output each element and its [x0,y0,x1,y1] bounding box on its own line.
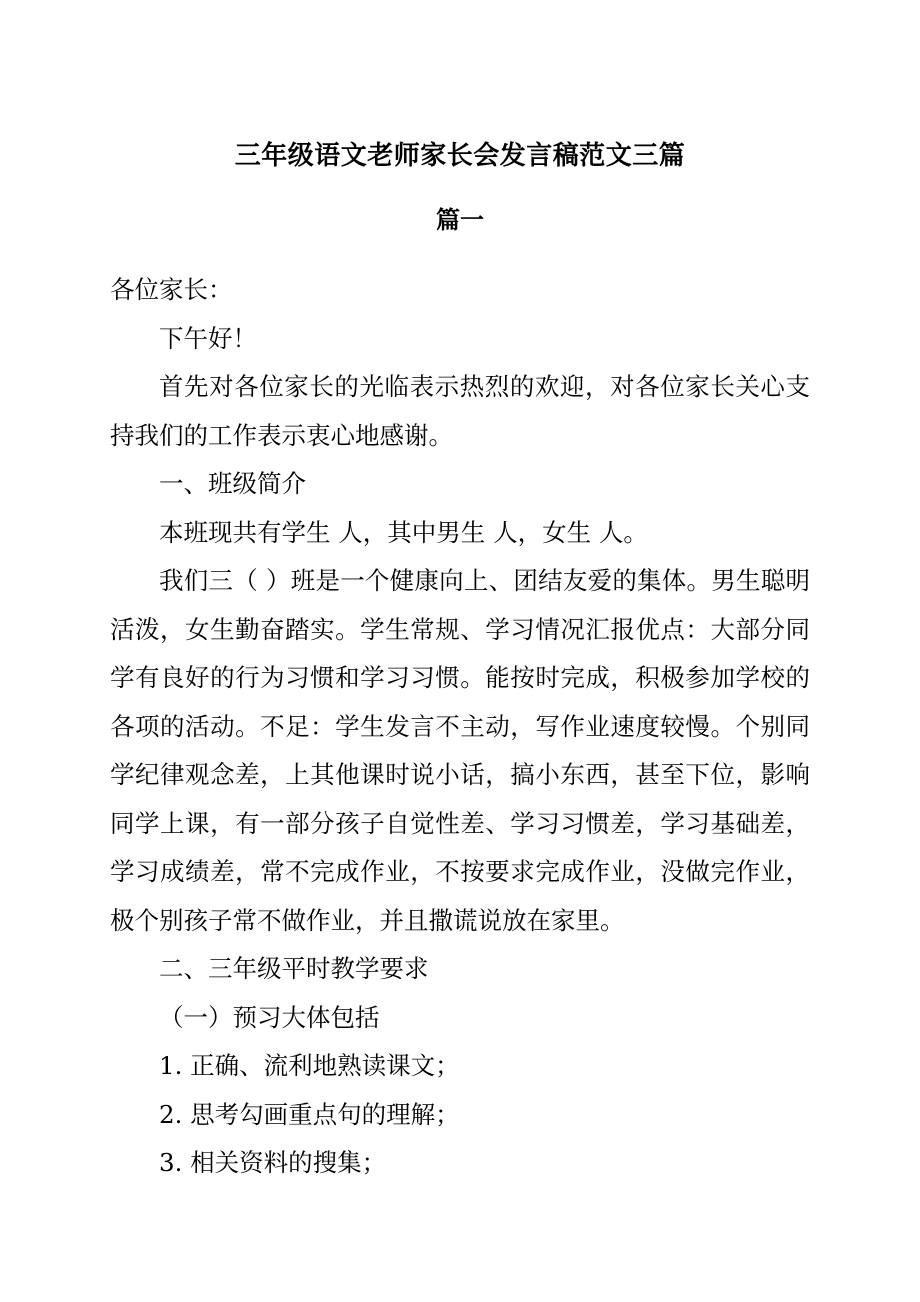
paragraph-class-count: 本班现共有学生 人，其中男生 人，女生 人。 [159,517,648,547]
list-item: 2. 思考勾画重点句的理解； [159,1099,460,1129]
document-body [110,266,810,1188]
heading-class-intro: 一、班级简介 [159,469,306,498]
salutation: 各位家长： [110,275,233,304]
list-item: 1. 正确、流利地熟读课文； [159,1051,460,1080]
greeting: 下午好！ [159,323,257,353]
paragraph-class-description: 我们三（ ）班是一个健康向上、团结友爱的集体。男生聪明活泼，女生勤奋踏实。学生常规、学习情况汇报优点：大部分同学有良好的行为习惯和学习习惯。能按时完成，积极参加学校的各项的活动。不足：学生发言不主动，写作业速度较慢。个别同学纪律观念差，上其他课时说小话，搞小东西，甚至下位，影响同学上课，有一部分孩子自觉性差、学习习惯差，学习基础差，学习成绩差，常不完成作业，不按要求完成作业，没做完作业，极个别孩子常不做作业，并且撒谎说放在家里。 [110,566,810,935]
heading-teaching-requirements: 二、三年级平时教学要求 [159,954,429,983]
section-heading: 篇一 [436,206,484,234]
document-title: 三年级语文老师家长会发言稿范文三篇 [234,141,686,171]
list-item: 3. 相关资料的搜集； [159,1148,387,1177]
paragraph-welcome: 首先对各位家长的光临表示热烈的欢迎，对各位家长关心支持我们的工作表示衷心地感谢。 [110,372,810,450]
subheading-preview: （一）预习大体包括 [159,1002,380,1032]
